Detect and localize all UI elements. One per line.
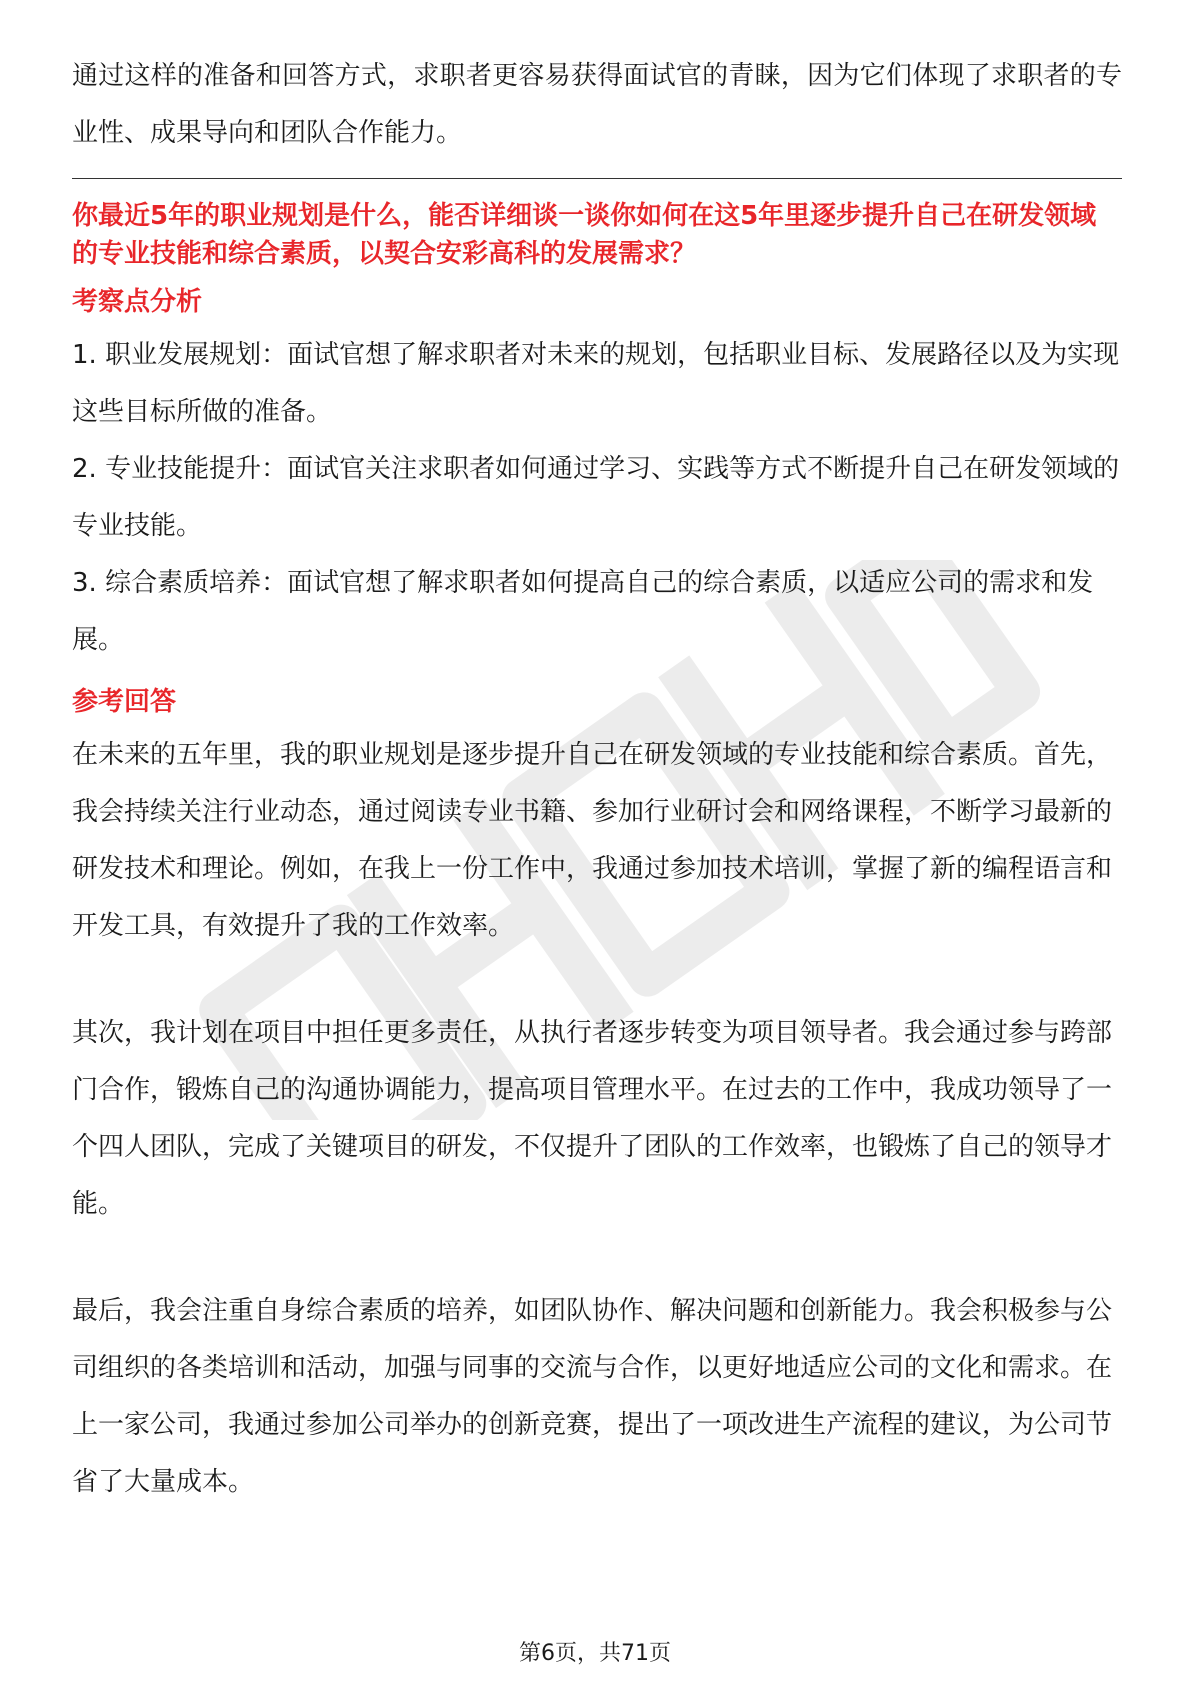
analysis-list (72, 327, 1122, 669)
answer-paragraph: 最后，我会注重自身综合素质的培养，如团队协作、解决问题和创新能力。我会积极参与公司组织的各类培训和活动，加强与同事的交流与合作，以更好地适应公司的文化和需求。在上一家公司，我通过参加公司举办的创新竞赛，提出了一项改进生产流程的建议，为公司节省了大量成本。 (72, 1296, 1113, 1497)
answer-paragraph: 在未来的五年里，我的职业规划是逐步提升自己在研发领域的专业技能和综合素质。首先，我会持续关注行业动态，通过阅读专业书籍、参加行业研讨会和网络课程，不断学习最新的研发技术和理论。例如，在我上一份工作中，我通过参加技术培训，掌握了新的编程语言和开发工具，有效提升了我的工作效率。 (72, 740, 1113, 941)
analysis-item: 2. 专业技能提升：面试官关注求职者如何通过学习、实践等方式不断提升自己在研发领域的专业技能。 (72, 454, 1120, 541)
answer-body (72, 727, 1122, 1511)
answer-paragraph: 其次，我计划在项目中担任更多责任，从执行者逐步转变为项目领导者。我会通过参与跨部门合作，锻炼自己的沟通协调能力，提高项目管理水平。在过去的工作中，我成功领导了一个四人团队，完成了关键项目的研发，不仅提升了团队的工作效率，也锻炼了自己的领导才能。 (72, 1018, 1113, 1219)
analysis-heading: 考察点分析 (72, 287, 203, 317)
document-page (72, 48, 1122, 1511)
analysis-item: 1. 职业发展规划：面试官想了解求职者对未来的规划，包括职业目标、发展路径以及为实现这些目标所做的准备。 (72, 340, 1120, 427)
analysis-item: 3. 综合素质培养：面试官想了解求职者如何提高自己的综合素质，以适应公司的需求和发展。 (72, 568, 1094, 655)
section-divider (72, 178, 1122, 179)
interview-question: 你最近5年的职业规划是什么，能否详细谈一谈你如何在这5年里逐步提升自己在研发领域的专业技能和综合素质，以契合安彩高科的发展需求？ (72, 201, 1097, 269)
intro-paragraph: 通过这样的准备和回答方式，求职者更容易获得面试官的青睐，因为它们体现了求职者的专业性、成果导向和团队合作能力。 (72, 61, 1122, 148)
answer-heading: 参考回答 (72, 687, 177, 717)
page-number: 第6页，共71页 (519, 1641, 671, 1666)
